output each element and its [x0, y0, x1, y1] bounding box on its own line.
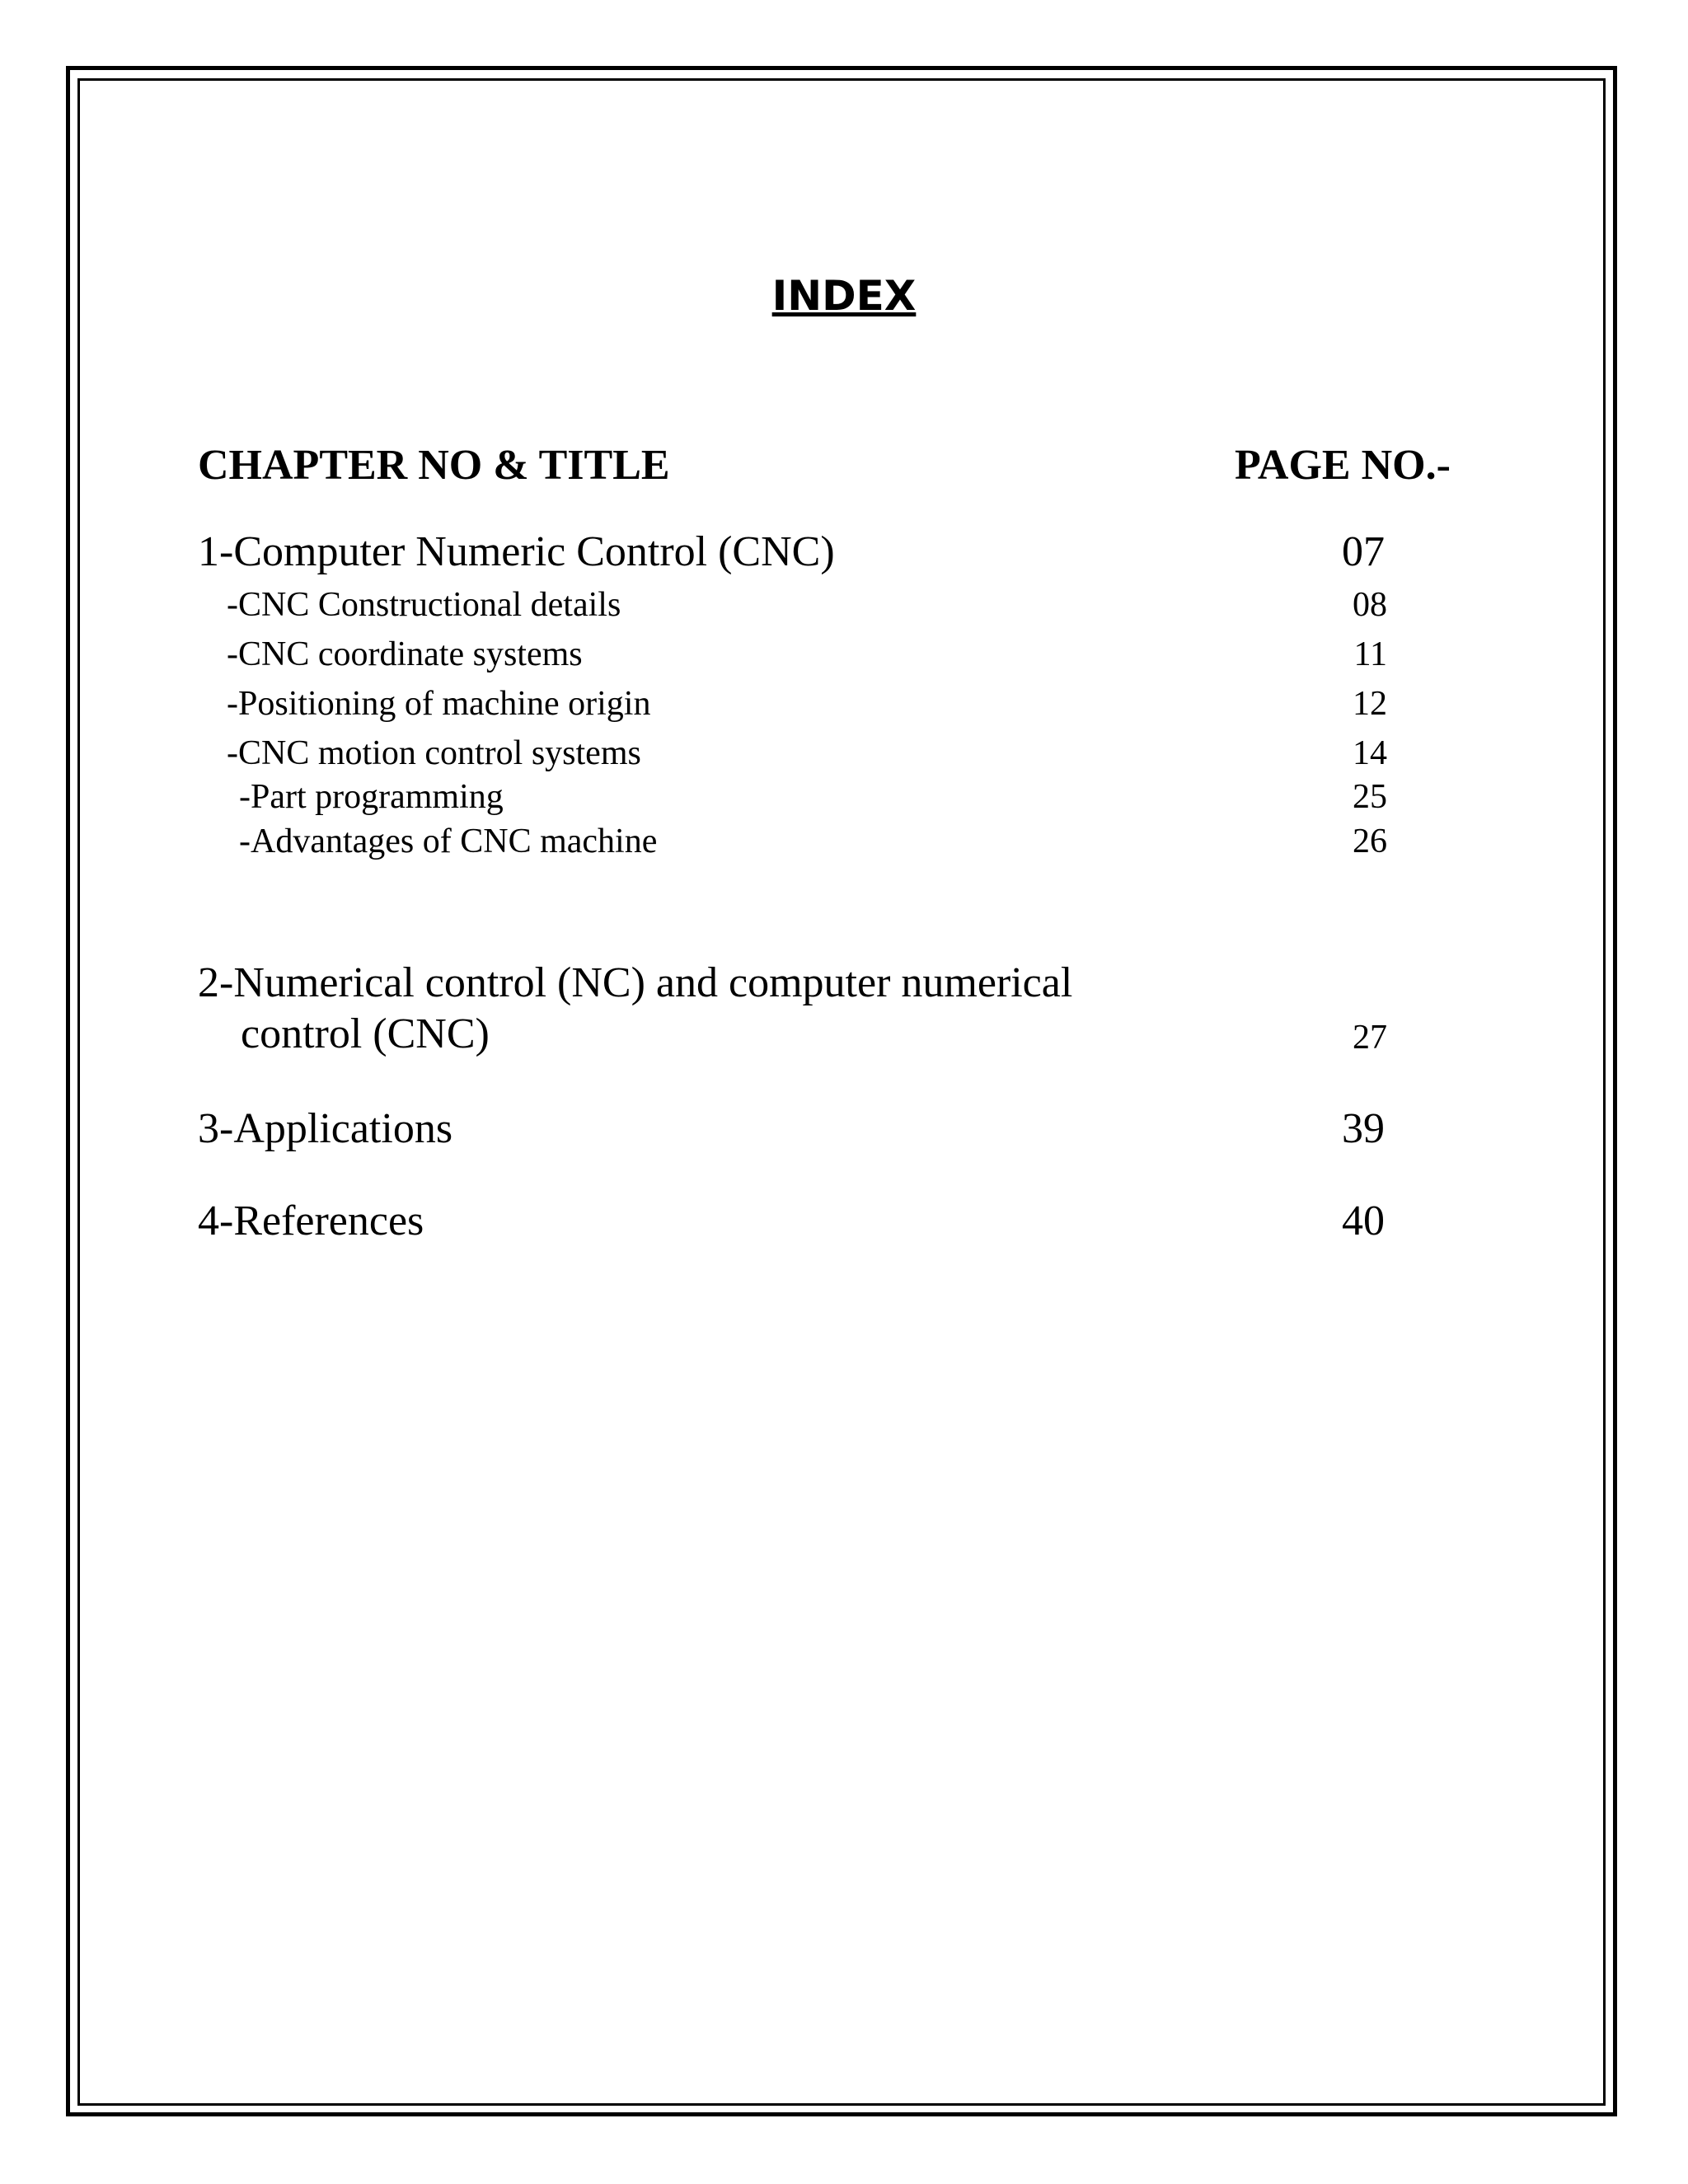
toc-page-4: 40 — [1342, 1197, 1385, 1244]
toc-page-2: 27 — [1353, 1019, 1387, 1057]
toc-subpage: 12 — [1353, 685, 1387, 723]
toc-subpage: 11 — [1353, 635, 1387, 673]
toc-subentry: -CNC coordinate systems — [227, 635, 583, 673]
toc-subpage: 25 — [1353, 778, 1387, 816]
chapter-header: CHAPTER NO & TITLE — [198, 442, 670, 489]
toc-entry-4: 4-References — [198, 1197, 424, 1244]
toc-page-1: 07 — [1342, 528, 1385, 575]
toc-entry-3: 3-Applications — [198, 1105, 453, 1152]
page-border-inner — [77, 78, 1606, 2106]
toc-subpage: 26 — [1353, 823, 1387, 860]
toc-subentry: -Part programming — [239, 778, 504, 816]
toc-page-3: 39 — [1342, 1105, 1385, 1152]
toc-subentry: -Positioning of machine origin — [227, 685, 651, 723]
toc-subpage: 14 — [1353, 734, 1387, 772]
toc-subentry: -CNC motion control systems — [227, 734, 641, 772]
toc-subpage: 08 — [1353, 586, 1387, 624]
toc-entry-2-line1: 2-Numerical control (NC) and computer numerical — [198, 959, 1073, 1006]
toc-entry-2-line2: control (CNC) — [241, 1010, 490, 1057]
page-no-header: PAGE NO.- — [1235, 442, 1451, 489]
toc-subentry: -CNC Constructional details — [227, 586, 621, 624]
toc-subentry: -Advantages of CNC machine — [239, 823, 658, 860]
index-title: INDEX — [771, 272, 917, 320]
toc-entry-1: 1-Computer Numeric Control (CNC) — [198, 528, 835, 575]
